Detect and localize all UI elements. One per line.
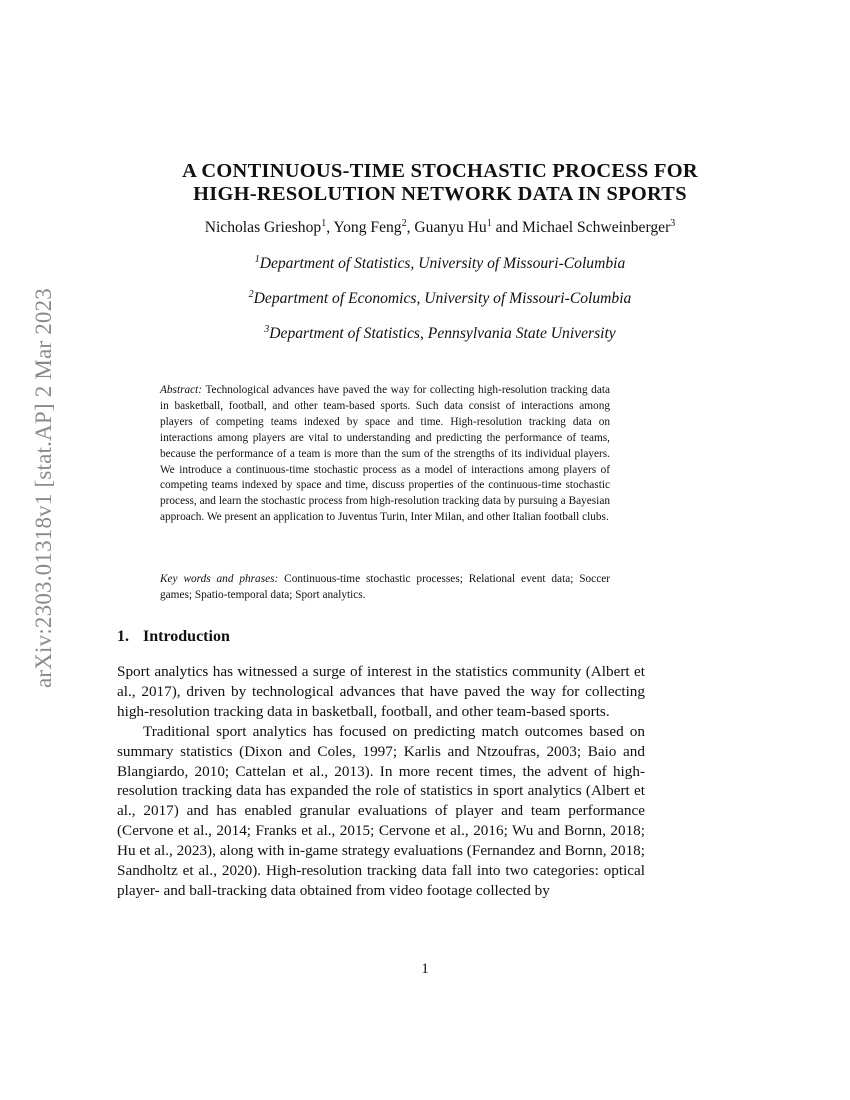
introduction-body	[117, 662, 645, 901]
author-name: Nicholas Grieshop	[204, 219, 322, 236]
author-affil-mark: 1	[486, 218, 492, 229]
affiliation-1	[100, 255, 780, 273]
arxiv-identifier-stamp: arXiv:2303.01318v1 [stat.AP] 2 Mar 2023	[31, 287, 56, 689]
author-name: Michael Schweinberger	[522, 219, 671, 236]
keywords	[160, 572, 610, 604]
section-number: 1.	[117, 628, 129, 645]
keywords-label: Key words and phrases:	[160, 573, 279, 585]
paper-title	[100, 160, 780, 206]
author-name: Guanyu Hu	[414, 219, 487, 236]
author-separator: ,	[406, 219, 415, 236]
page-number: 1	[421, 960, 429, 977]
affiliation-2	[100, 290, 780, 308]
affiliation-text: Department of Economics, University of Missouri-Columbia	[253, 290, 632, 307]
author-affil-mark: 2	[401, 218, 407, 229]
title-line-1: A CONTINUOUS-TIME STOCHASTIC PROCESS FOR	[182, 160, 698, 182]
author-name: Yong Feng	[333, 219, 402, 236]
title-line-2: HIGH-RESOLUTION NETWORK DATA IN SPORTS	[193, 183, 687, 205]
keywords-text: Continuous-time stochastic processes; Relational event data; Soccer games; Spatio-temporal data; Sport analytics.	[160, 573, 610, 601]
abstract-text: Technological advances have paved the way for collecting high-resolution tracking data in basketball, football, and other team-based sports. Such data consist of interactions among players of competing teams indexed by space and time. High-resolution tracking data on interactions among players are vital to understanding and predicting the performance of teams, because the performance of a team is more than the sum of the strengths of its individual players. We introduce a continuous-time stochastic process as a model of interactions among players of competing teams indexed by space and time, discuss properties of the continuous-time stochastic process, and learn the stochastic process from high-resolution tracking data by pursuing a Bayesian approach. We present an application to Juventus Turin, Inter Milan, and other Italian football clubs.	[160, 384, 610, 524]
affiliation-3	[100, 325, 780, 343]
affiliation-text: Department of Statistics, Pennsylvania State University	[269, 325, 616, 342]
author-separator: and	[491, 219, 523, 236]
body-paragraph-2: Traditional sport analytics has focused on predicting match outcomes based on summary statistics (Dixon and Coles, 1997; Karlis and Ntzoufras, 2003; Baio and Blangiardo, 2010; Cattelan et al., 2013). In more recent times, the advent of high-resolution tracking data has expanded the role of statistics in sport analytics (Albert et al., 2017) and has enabled granular evaluations of player and team performance (Cervone et al., 2014; Franks et al., 2015; Cervone et al., 2016; Wu and Bornn, 2018; Hu et al., 2023), along with in-game strategy evaluations (Fernandez and Bornn, 2018; Sandholtz et al., 2020). High-resolution tracking data fall into two categories: optical player- and ball-tracking data obtained from video footage collected by	[117, 722, 645, 899]
abstract	[160, 383, 610, 526]
affiliation-mark: 1	[254, 254, 260, 265]
body-paragraph-1: Sport analytics has witnessed a surge of interest in the statistics community (Albert et al., 2017), driven by technological advances that have paved the way for collecting high-resolution tracking data in basketball, football, and other team-based sports.	[117, 663, 645, 720]
author-affil-mark: 3	[670, 218, 676, 229]
author-affil-mark: 1	[321, 218, 327, 229]
abstract-label: Abstract:	[160, 384, 203, 396]
affiliation-mark: 2	[248, 289, 254, 300]
affiliation-mark: 3	[264, 324, 270, 335]
author-list	[100, 219, 780, 237]
section-heading-introduction	[117, 628, 230, 646]
author-separator: ,	[326, 219, 334, 236]
section-title: Introduction	[143, 628, 230, 645]
affiliation-text: Department of Statistics, University of Missouri-Columbia	[259, 255, 626, 272]
